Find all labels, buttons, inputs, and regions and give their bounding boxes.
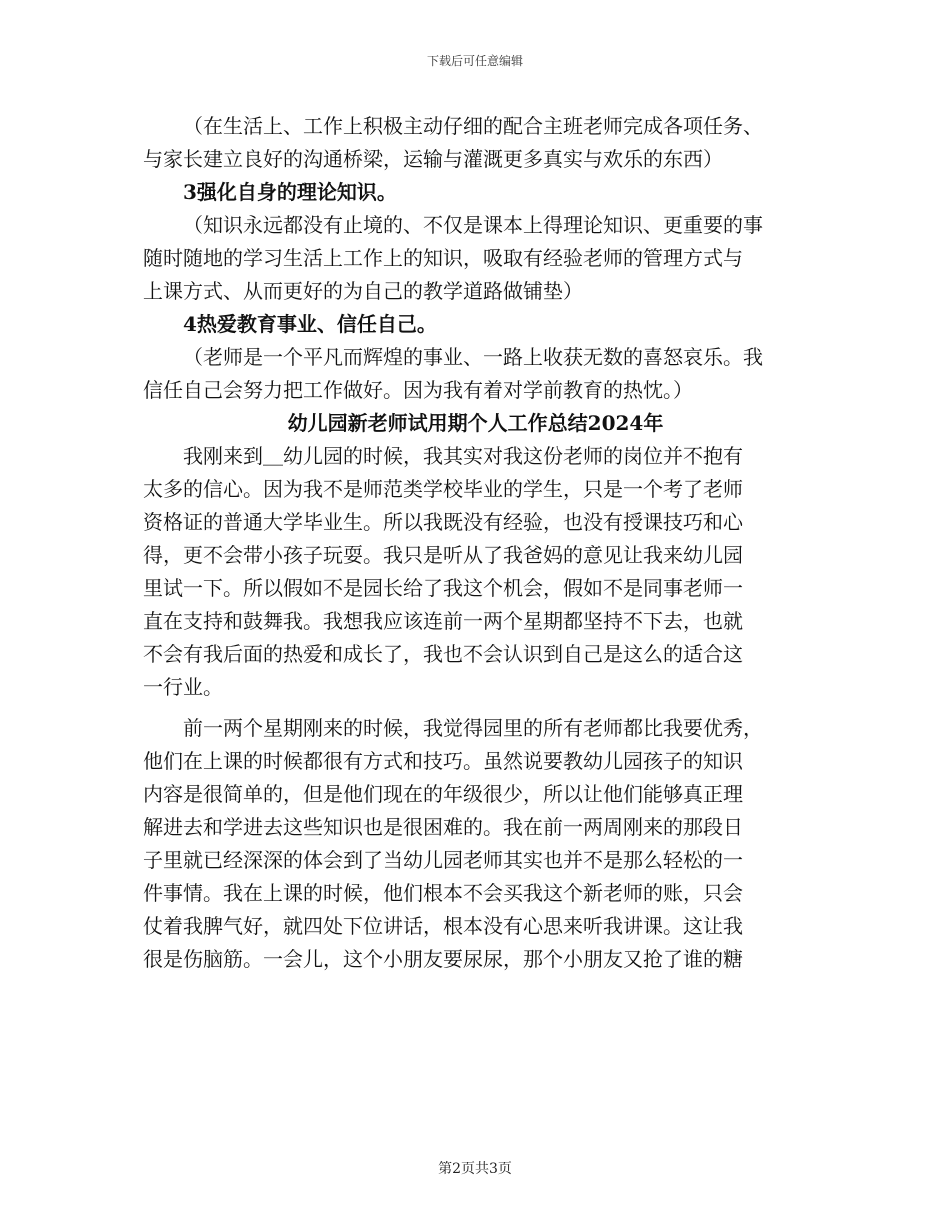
text-line: 直在支持和鼓舞我。我想我应该连前一两个星期都坚持不下去，也就 [143,609,743,633]
page-header: 下载后可任意编辑 [426,54,523,68]
text-line: 内容是很简单的，但是他们现在的年级很少，所以让他们能够真正理 [143,782,743,806]
page-footer: 第2页共3页 [438,1161,512,1177]
text-line: （老师是一个平凡而辉煌的事业、一路上收获无数的喜怒哀乐。我 [183,345,763,369]
text-line: 随时随地的学习生活上工作上的知识，吸取有经验老师的管理方式与 [143,246,743,270]
paragraph [143,341,808,407]
text-line: （在生活上、工作上积极主动仔细的配合主班老师完成各项任务、 [183,114,763,138]
text-line: 与家长建立良好的沟通桥梁，运输与灌溉更多真实与欢乐的东西） [143,147,723,171]
text-line: 资格证的普通大学毕业生。所以我既没有经验，也没有授课技巧和心 [143,510,743,534]
paragraph [143,712,808,976]
paragraph [143,209,808,308]
text-line: 上课方式、从而更好的为自己的教学道路做铺垫） [143,279,583,303]
text-line: 解进去和学进去这些知识也是很困难的。我在前一两周刚来的那段日 [143,815,743,839]
text-line: 件事情。我在上课的时候，他们根本不会买我这个新老师的账，只会 [143,881,743,905]
paragraph [143,110,808,176]
section-heading: 3强化自身的理论知识。 [183,180,397,204]
text-line: 得，更不会带小孩子玩耍。我只是听从了我爸妈的意见让我来幼儿园 [143,543,743,567]
text-line: 一行业。 [143,675,223,699]
paragraph [143,440,808,704]
document-title: 幼儿园新老师试用期个人工作总结2024年 [287,411,664,435]
text-line: 信任自己会努力把工作做好。因为我有着对学前教育的热忱。） [143,378,693,402]
text-line: 不会有我后面的热爱和成长了，我也不会认识到自己是这么的适合这 [143,642,743,666]
text-line: 前一两个星期刚来的时候，我觉得园里的所有老师都比我要优秀， [183,716,763,740]
text-line: 很是伤脑筋。一会儿，这个小朋友要尿尿，那个小朋友又抢了谁的糖 [143,947,743,971]
text-line: 仗着我脾气好，就四处下位讲话，根本没有心思来听我讲课。这让我 [143,914,743,938]
text-line: 里试一下。所以假如不是园长给了我这个机会，假如不是同事老师一 [143,576,743,600]
text-line: 他们在上课的时候都很有方式和技巧。虽然说要教幼儿园孩子的知识 [143,749,743,773]
text-line: 我刚来到＿幼儿园的时候，我其实对我这份老师的岗位并不抱有 [183,444,743,468]
text-line: 子里就已经深深的体会到了当幼儿园老师其实也并不是那么轻松的一 [143,848,743,872]
text-line: （知识永远都没有止境的、不仅是课本上得理论知识、更重要的事 [183,213,763,237]
section-heading: 4热爱教育事业、信任自己。 [183,312,437,336]
text-line: 太多的信心。因为我不是师范类学校毕业的学生，只是一个考了老师 [143,477,743,501]
document-body [143,110,808,976]
